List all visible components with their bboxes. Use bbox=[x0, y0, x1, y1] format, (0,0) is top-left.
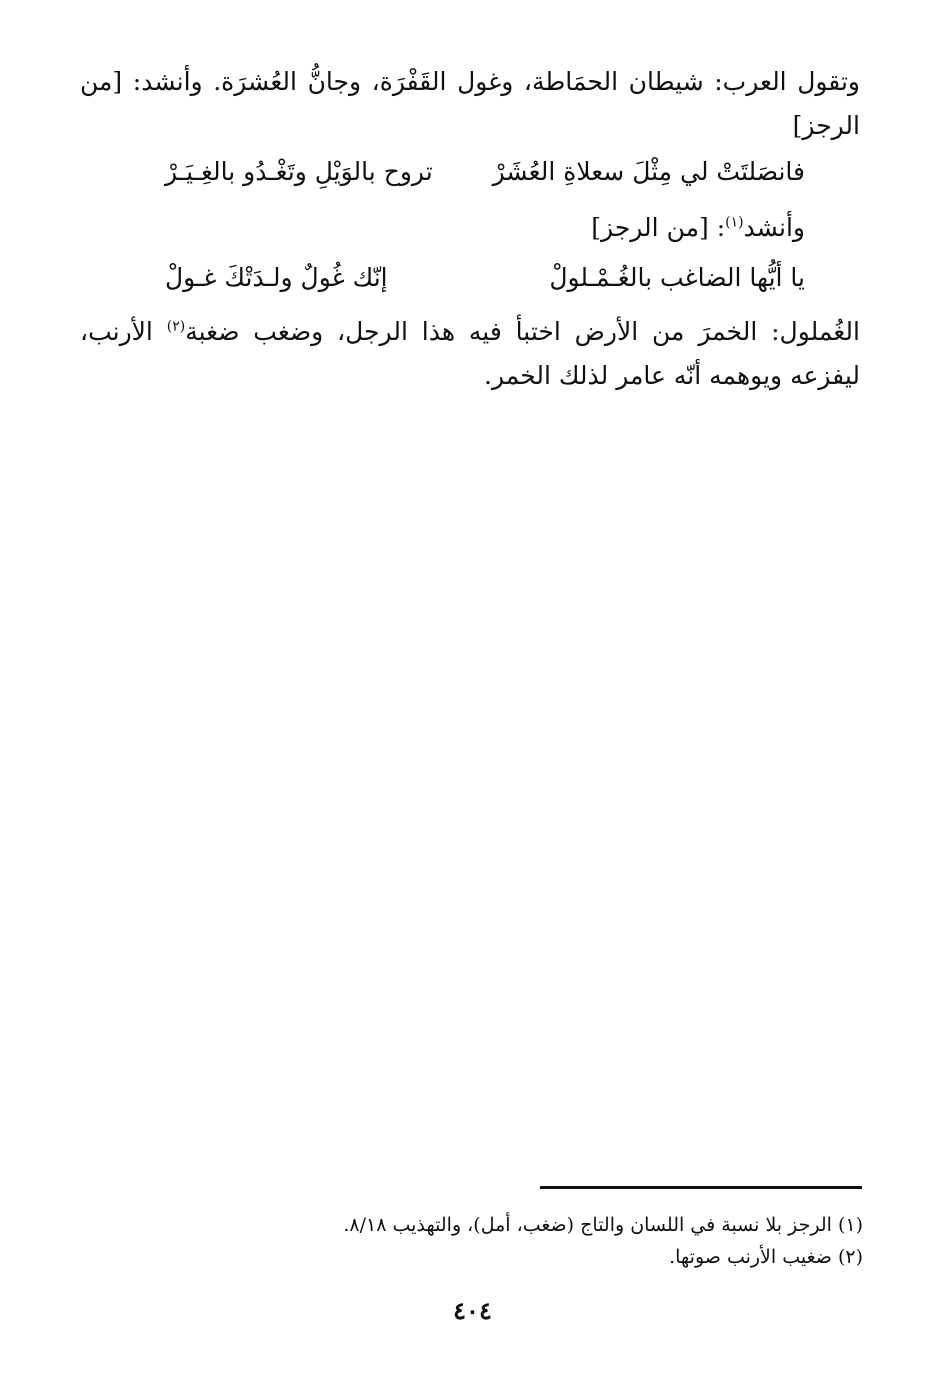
verse-1-first-hemistich: فانصَلتَتْ لي مِثْلَ سعلاةِ العُشَرْ bbox=[492, 157, 805, 186]
verse-line-2 bbox=[165, 256, 805, 300]
meter-label: : [من الرجز] bbox=[591, 213, 726, 242]
intro-text: وأنشد bbox=[743, 213, 805, 242]
footnote-2: (٢) ضغيب الأرنب صوتها. bbox=[669, 1246, 863, 1268]
footnote-1: (١) الرجز بلا نسبة في اللسان والتاج (ضغب، أمل)، والتهذيب ٨/١٨. bbox=[343, 1214, 863, 1236]
verse-2-introduction bbox=[591, 206, 805, 250]
verse-1-second-hemistich: تروح بالوَيْلِ وتَغْـدُو بالغِـيَـرْ bbox=[165, 157, 433, 186]
gloss-text-start: الغُملول: الخمرَ من الأرض اختبأ فيه هذا الرجل، وضغب ضغبة bbox=[185, 317, 860, 346]
footnote-ref-1: (١) bbox=[725, 214, 744, 231]
footnote-separator bbox=[540, 1186, 862, 1189]
paragraph-gloss bbox=[80, 310, 860, 398]
verse-line-1 bbox=[165, 150, 805, 194]
page-number: ٤٠٤ bbox=[453, 1296, 492, 1325]
gloss-text-end: الأرنب، ليفزعه ويوهمه أنّه عامر لذلك الخمر. bbox=[80, 317, 860, 390]
verse-2-first-hemistich: يا أيُّها الضاغب بالغُـمْـلولْ bbox=[549, 263, 805, 292]
paragraph-intro: وتقول العرب: شيطان الحمَاطة، وغول القَفْرَة، وجانُّ العُشرَة. وأنشد: [من الرجز] bbox=[80, 67, 860, 140]
footnote-ref-2: (٢) bbox=[166, 318, 186, 335]
verse-2-second-hemistich: إنّك غُولٌ ولـدَتْكَ غـولْ bbox=[165, 263, 388, 292]
